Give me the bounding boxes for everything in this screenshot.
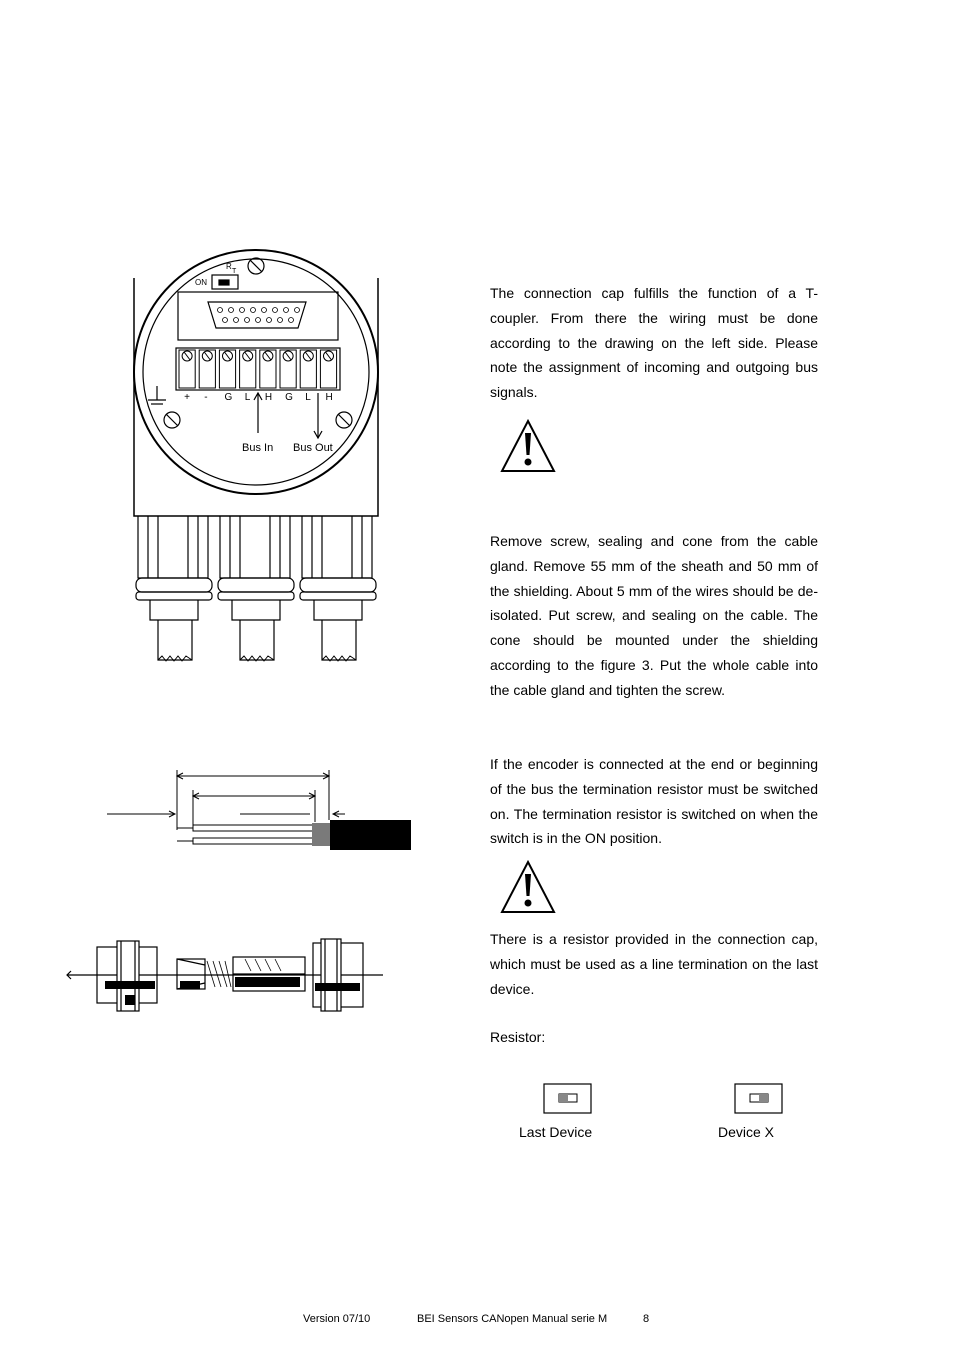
- connector-pin: [223, 318, 228, 323]
- connector-pin: [234, 318, 239, 323]
- terminal-label: G: [224, 392, 233, 403]
- terminal-label: +: [184, 392, 190, 403]
- switch-last-device-icon: [543, 1083, 593, 1115]
- terminal-label: H: [264, 392, 273, 403]
- footer-page-number: 8: [643, 1313, 650, 1325]
- connector-pin: [273, 308, 278, 313]
- connector-pin: [289, 318, 294, 323]
- footer-manual-title: BEI Sensors CANopen Manual serie M: [417, 1313, 608, 1325]
- connector-pin: [295, 308, 300, 313]
- rt-subscript: T: [232, 268, 237, 275]
- connector-pin: [278, 318, 283, 323]
- paragraph-cable-preparation: Remove screw, sealing and cone from the cable gland. Remove 55 mm of the sheath and 50 mm of the shielding. About 5 mm of the wires should be de-isolated. Put screw, and sealing on the cable. The cone should be mounted under the shielding according to the figure 3. Put the whole cable into the cable gland and tighten the screw.: [490, 533, 818, 698]
- warning-triangle-icon: [500, 419, 556, 473]
- switch-device-x-icon: [734, 1083, 784, 1115]
- cable-stripping-diagram: [105, 768, 415, 858]
- terminal-label: L: [244, 392, 251, 403]
- connector-pin: [262, 308, 267, 313]
- connector-pin: [218, 308, 223, 313]
- paragraph-t-coupler: The connection cap fulfills the function of a T-coupler. From there the wiring must be done according to the drawing on the left side. Please note the assignment of incoming and outgoing bus signals.: [490, 285, 818, 401]
- bus-in-label: Bus In: [242, 442, 274, 454]
- resistor-heading: Resistor:: [490, 1029, 546, 1045]
- paragraph-resistor-info: There is a resistor provided in the connection cap, which must be used as a line termination on the last device.: [490, 931, 818, 997]
- footer-version: Version 07/10: [303, 1313, 371, 1325]
- last-device-label: Last Device: [519, 1124, 593, 1140]
- on-label: ON: [195, 278, 207, 287]
- connection-cap-diagram: [128, 238, 388, 668]
- connector-pin: [267, 318, 272, 323]
- connector-pin: [284, 308, 289, 313]
- connector-pin: [229, 308, 234, 313]
- connector-pin: [245, 318, 250, 323]
- terminal-label: -: [204, 392, 208, 403]
- paragraph-termination: If the encoder is connected at the end or beginning of the bus the termination resistor must be switched on. The termination resistor is switched on when the switch is in the ON position.: [490, 756, 818, 847]
- cable-gland-assembly-diagram: [65, 937, 385, 1017]
- terminal-label: L: [305, 392, 311, 403]
- terminal-label: H: [325, 392, 333, 403]
- rt-label: R: [226, 262, 232, 271]
- warning-triangle-icon: [500, 860, 556, 914]
- device-x-label: Device X: [718, 1124, 775, 1140]
- bus-out-label: Bus Out: [293, 442, 333, 454]
- connector-pin: [256, 318, 261, 323]
- connector-pin: [251, 308, 256, 313]
- connector-pin: [240, 308, 245, 313]
- terminal-label: G: [285, 392, 293, 403]
